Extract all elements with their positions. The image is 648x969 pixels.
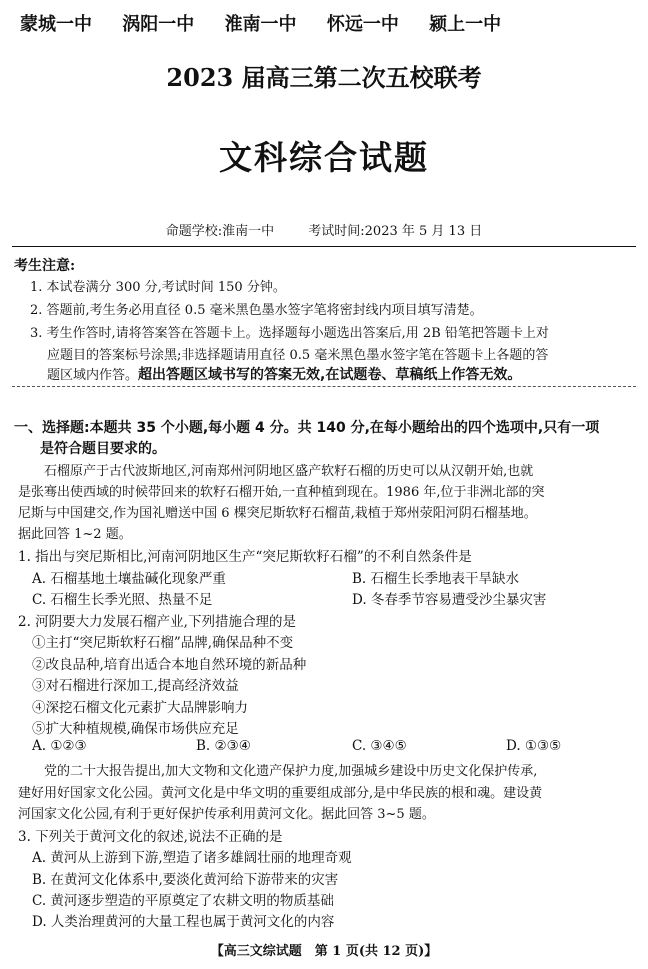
exam-date: 考试时间:2023 年 5 月 13 日 [308,224,483,239]
q2-option-a: A. ①②③ [32,738,87,754]
notice-item-3-end [47,364,521,384]
q2-statement-2: ②改良品种,培育出适合本地自然环境的新品种 [32,657,307,673]
notice-item-3: 3. 考生作答时,请将答案答在答题卡上。选择题每小题选出答案后,用 2B 铅笔把答题卡上对 [30,326,549,341]
school-name: 怀远一中 [326,14,399,35]
material-text: 河国家文化公园,有利于更好保护传承利用黄河文化。据此回答 3~5 题。 [18,807,435,822]
divider [12,246,636,247]
q2-option-c: C. ③④⑤ [352,738,407,754]
section-heading-cont: 是符合题目要求的。 [40,441,166,457]
q1-option-a: A. 石榴基地土壤盐碱化现象严重 [32,571,226,587]
notice-item-2: 2. 答题前,考生务必用直径 0.5 毫米黑色墨水签字笔将密封线内项目填写清楚。 [30,303,483,318]
page-footer: 【高三文综试题 第 1 页(共 12 页)】 [210,944,438,959]
q2-statement-4: ④深挖石榴文化元素扩大品牌影响力 [32,700,248,716]
paper-title: 文科综合试题 [219,138,429,177]
q3-option-d: D. 人类治理黄河的大量工程也属于黄河文化的内容 [32,914,335,930]
material-text: 党的二十大报告提出,加大文物和文化遗产保护力度,加强城乡建设中历史文化保护传承, [44,764,538,779]
question-1-stem: 1. 指出与突尼斯相比,河南河阴地区生产“突尼斯软籽石榴”的不利自然条件是 [18,549,472,565]
material-text: 是张骞出使西域的时候带回来的软籽石榴开始,一直种植到现在。1986 年,位于非洲北部的突 [18,485,545,500]
material-text: 石榴原产于古代波斯地区,河南郑州河阴地区盛产软籽石榴的历史可以从汉朝开始,也就 [44,464,534,479]
school-name: 涡阳一中 [122,14,195,35]
notice-text: 题区域内作答。 [47,368,139,383]
material-text: 尼斯与中国建交,作为国礼赠送中国 6 棵突尼斯软籽石榴苗,栽植于郑州荥阳河阴石榴基地。 [18,506,537,521]
notice-item-1: 1. 本试卷满分 300 分,考试时间 150 分钟。 [30,280,286,295]
q2-statement-5: ⑤扩大种植规模,确保市场供应充足 [32,721,239,737]
notice-warning: 超出答题区域书写的答案无效,在试题卷、草稿纸上作答无效。 [138,367,522,383]
exam-title: 2023 届高三第二次五校联考 [166,63,482,92]
q2-statement-3: ③对石榴进行深加工,提高经济效益 [32,678,239,694]
exam-meta [0,220,648,239]
school-name: 蒙城一中 [20,14,92,35]
divider [12,386,636,387]
q3-option-b: B. 在黄河文化体系中,要淡化黄河给下游带来的灾害 [32,872,339,888]
section-heading: 一、选择题:本题共 35 个小题,每小题 4 分。共 140 分,在每小题给出的四个选项中,只有一项 [14,420,600,436]
school-name: 淮南一中 [224,14,297,35]
setter-school: 命题学校:淮南一中 [165,224,275,239]
q3-option-a: A. 黄河从上游到下游,塑造了诸多雄阔壮丽的地理奇观 [32,850,352,866]
question-3-stem: 3. 下列关于黄河文化的叙述,说法不正确的是 [18,829,283,845]
q1-option-d: D. 冬春季节容易遭受沙尘暴灾害 [352,592,547,608]
q2-statement-1: ①主打“突尼斯软籽石榴”品牌,确保品种不变 [32,635,294,651]
question-2-stem: 2. 河阴要大力发展石榴产业,下列措施合理的是 [18,614,296,630]
notice-item-3-cont: 应题目的答案标号涂黑;非选择题请用直径 0.5 毫米黑色墨水签字笔在答题卡上各题的答 [47,348,549,363]
q1-option-b: B. 石榴生长季地表干旱缺水 [352,571,520,587]
material-text: 据此回答 1~2 题。 [18,527,132,542]
material-text: 建好用好国家文化公园。黄河文化是中华文明的重要组成部分,是中华民族的根和魂。建设黄 [18,786,543,801]
school-name: 颍上一中 [429,14,502,35]
q2-option-d: D. ①③⑤ [506,738,562,754]
q3-option-c: C. 黄河逐步塑造的平原奠定了农耕文明的物质基础 [32,893,334,909]
notice-heading: 考生注意: [14,258,76,274]
q2-option-b: B. ②③④ [196,738,251,754]
q1-option-c: C. 石榴生长季光照、热量不足 [32,592,213,608]
school-list [20,10,525,36]
